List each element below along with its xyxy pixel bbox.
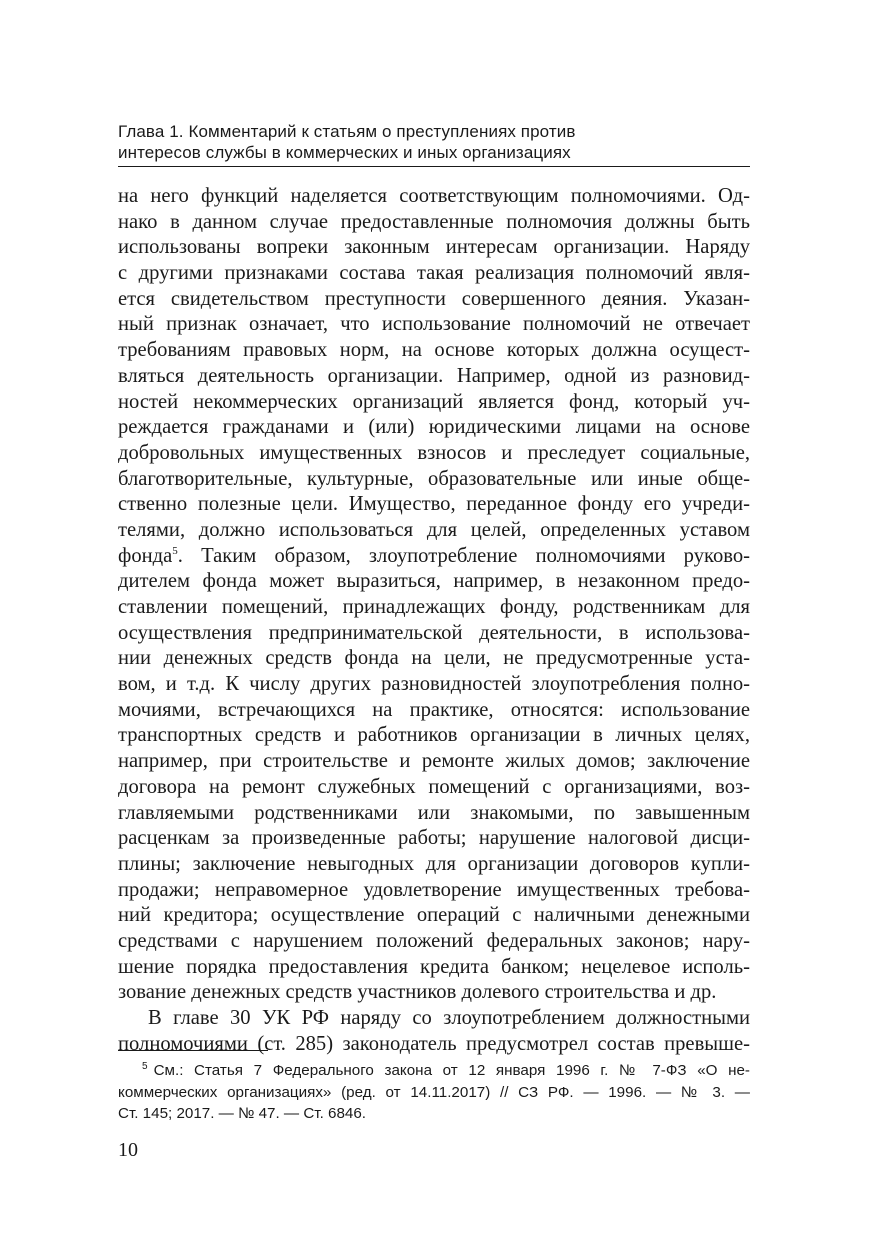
- page-number: 10: [118, 1139, 138, 1161]
- running-head-line: интересов службы в коммерческих и иных организациях: [118, 143, 571, 162]
- text-line: нии денежных средств фонда на цели, не предусмотренные уста-: [118, 647, 750, 670]
- text-line: В главе 30 УК РФ наряду со злоупотреблением должностными: [148, 1007, 750, 1029]
- text-line: ный признак означает, что использование полномочий не отвечает: [118, 313, 750, 336]
- header-rule: [118, 166, 750, 167]
- text-line-with-footnote-ref: [118, 544, 750, 570]
- text-line: вом, и т.д. К числу других разновидностей злоупотребления полно-: [118, 673, 750, 696]
- text-line: ностей некоммерческих организаций является фонд, который уч-: [118, 390, 750, 413]
- text-line: ставлении помещений, принадлежащих фонду, родственникам для: [118, 596, 750, 618]
- text-line: продажи; неправомерное удовлетворение имущественных требова-: [118, 878, 750, 901]
- text-line: ний кредитора; осуществление операций с наличными денежными: [118, 904, 750, 927]
- text-line: договора на ремонт служебных помещений с организациями, воз-: [118, 775, 750, 798]
- text-line: зование денежных средств участников долевого строительства и др.: [118, 981, 717, 1004]
- footnote: [118, 1060, 750, 1125]
- text-line: расценкам за произведенные работы; нарушение налоговой дисци-: [118, 827, 750, 850]
- text-line: плины; заключение невыгодных для организации договоров купли-: [118, 852, 750, 875]
- text-line: с другими признаками состава такая реализация полномочий явля-: [118, 262, 750, 285]
- text-line: например, при строительстве и ремонте жилых домов; заключение: [118, 750, 750, 773]
- text-line: требованиям правовых норм, на основе которых должна осущест-: [118, 339, 750, 362]
- text-line: ется свидетельством преступности совершенного деяния. Указан-: [118, 287, 750, 310]
- text-fragment: фонда: [118, 544, 173, 567]
- text-line: дителем фонда может выразиться, например, в незаконном предо-: [118, 570, 750, 593]
- book-page: [118, 0, 750, 1258]
- text-line: реждается гражданами и (или) юридическими лицами на основе: [118, 416, 750, 439]
- text-line: благотворительные, культурные, образовательные или иные обще-: [118, 467, 750, 490]
- text-line: нако в данном случае предоставленные полномочия должны быть: [118, 210, 750, 233]
- footnote-line: [118, 1060, 750, 1082]
- footnote-mark: 5: [142, 1061, 148, 1072]
- paragraph-1: [118, 184, 750, 1006]
- footnote-text: См.: Статья 7 Федерального закона от 12 января 1996 г. № 7-ФЗ «О не-: [153, 1062, 750, 1079]
- text-line: на него функций наделяется соответствующим полномочиями. Од-: [118, 185, 750, 207]
- footnote-line: коммерческих организациях» (ред. от 14.11.2017) // СЗ РФ. — 1996. — № 3. —: [118, 1083, 750, 1101]
- footnote-line: Ст. 145; 2017. — № 47. — Ст. 6846.: [118, 1105, 367, 1122]
- text-line: полномочиями (ст. 285) законодатель предусмотрел состав превыше-: [118, 1032, 750, 1055]
- text-line: транспортных средств и работников организации в личных целях,: [118, 724, 750, 747]
- text-fragment: . Таким образом, злоупотребление полномочиями руково-: [177, 544, 750, 567]
- text-line: телями, должно использоваться для целей, определенных уставом: [118, 518, 750, 541]
- running-head: [118, 121, 750, 163]
- text-line: ственно полезные цели. Имущество, переданное фонду его учреди-: [118, 493, 750, 516]
- text-line: главляемыми родственниками или знакомыми, по завышенным: [118, 801, 750, 824]
- text-line: вляться деятельность организации. Например, одной из разновид-: [118, 364, 750, 387]
- text-line: использованы вопреки законным интересам организации. Наряду: [118, 236, 750, 259]
- footnote-reference[interactable]: 5: [172, 544, 178, 557]
- body-text: [118, 184, 750, 1057]
- text-line: добровольных имущественных взносов и преследует социальные,: [118, 441, 750, 464]
- running-head-line: Глава 1. Комментарий к статьям о преступлениях против: [118, 122, 576, 141]
- text-line: шение порядка предоставления кредита банком; нецелевое исполь-: [118, 955, 750, 978]
- footnote-rule: [118, 1050, 268, 1051]
- text-line: осуществления предпринимательской деятельности, в использова-: [118, 621, 750, 644]
- text-line: мочиями, встречающихся на практике, относятся: использование: [118, 698, 750, 721]
- text-line: средствами с нарушением положений федеральных законов; нару-: [118, 929, 750, 952]
